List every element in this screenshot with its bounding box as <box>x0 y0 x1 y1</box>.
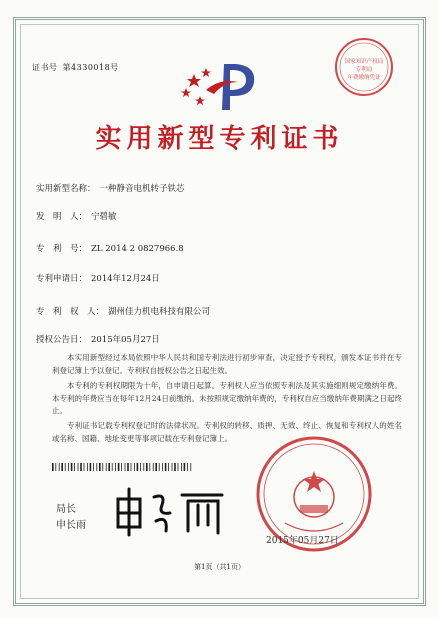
director-signature-icon <box>110 485 230 537</box>
fee-receipt-seal-text: 国家知识产权局 专利局 年费缴纳凭证 <box>344 59 384 81</box>
grant-date-label: 授权公告日： <box>36 335 88 345</box>
patent-number-value: ZL 2014 2 0827966.8 <box>91 244 184 254</box>
certificate-number-label: 证书号 <box>32 63 58 72</box>
seal-date: 2015年05月27日 <box>266 536 339 546</box>
filing-date-value: 2014年12月24日 <box>91 274 160 284</box>
barcode-icon <box>52 463 192 471</box>
utility-name-value: 一种静音电机转子铁芯 <box>99 184 185 194</box>
patentee-label: 专 利 权 人： <box>36 307 105 317</box>
director-name: 申长雨 <box>56 520 86 531</box>
utility-name-row <box>36 182 185 194</box>
inventor-label: 发 明 人： <box>36 212 88 222</box>
inventor-value: 宁碧敏 <box>91 212 117 222</box>
certificate-number-value: 第4330018号 <box>62 63 119 72</box>
certificate-title: 实用新型专利证书 <box>95 124 344 154</box>
patentee-row <box>36 305 210 317</box>
utility-name-label: 实用新型名称： <box>36 184 96 194</box>
patent-number-row <box>36 242 184 254</box>
sipo-emblem-icon <box>176 60 262 114</box>
certificate-number <box>32 62 119 73</box>
page-footer: 第1页（共1页） <box>194 563 245 571</box>
body-paragraph-2: 本专利的专利权期限为十年，自申请日起算。专利权人应当依照专利法及其实施细则规定缴纳年费。本专利的年费应当在每年12月24日前缴纳。未按照规定缴纳年费的，专利权自应当缴纳年费期满之日起终止。 <box>52 381 402 415</box>
director-title: 局长 <box>56 504 76 515</box>
grant-date-row <box>36 333 160 345</box>
grant-date-value: 2015年05月27日 <box>91 335 160 345</box>
inventor-row <box>36 210 117 222</box>
filing-date-label: 专利申请日： <box>36 274 88 284</box>
filing-date-row <box>36 272 160 284</box>
patentee-value: 湖州佳力机电科技有限公司 <box>108 307 211 317</box>
body-paragraph-3: 专利证书记载专利权登记时的法律状况。专利权的转移、质押、无效、终止、恢复和专利权人的姓名或名称、国籍、地址变更等事项记载在专利登记簿上。 <box>52 421 402 443</box>
patent-number-label: 专 利 号： <box>36 244 88 254</box>
body-paragraph-1: 本实用新型经过本局依照中华人民共和国专利法进行初步审查，决定授予专利权，颁发本证书并在专利登记簿上予以登记。专利权自授权公告之日起生效。 <box>52 353 402 375</box>
